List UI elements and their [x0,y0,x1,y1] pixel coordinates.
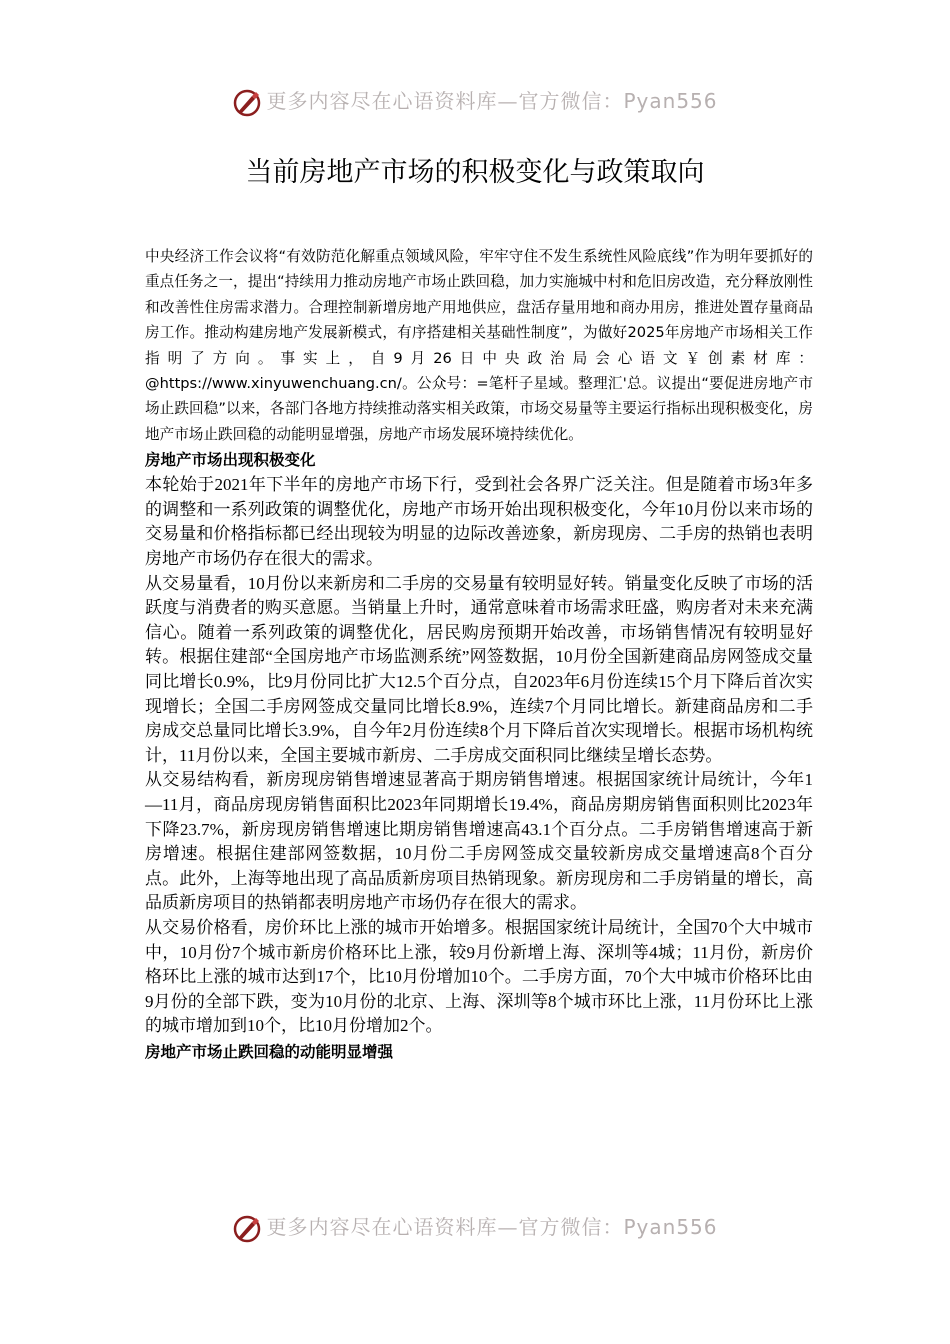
body-paragraph: 从交易结构看，新房现房销售增速显著高于期房销售增速。根据国家统计局统计，今年1—11月，商品房现房销售面积比2023年同期增长19.4%，商品房期房销售面积则比2023年下降23.7%，新房现房销售增速比期房销售增速高43.1个百分点。二手房销售增速高于新房增速。根据住建部网签数据，10月份二手房网签成交量较新房成交量增速高8个百分点。此外，上海等地出现了高品质新房项目热销现象。新房现房和二手房销量的增长，高品质新房项目的热销都表明房地产市场仍存在很大的需求。 [145,770,813,913]
pen-logo-icon [232,88,262,118]
section-heading: 房地产市场止跌回稳的动能明显增强 [145,1042,394,1061]
watermark-wechat-id: Pyan556 [623,1215,718,1239]
body-paragraph: 从交易价格看，房价环比上涨的城市开始增多。根据国家统计局统计，全国70个大中城市中，10月份7个城市新房价格环比上涨，较9月份新增上海、深圳等4城；11月份，新房价格环比上涨的城市达到17个，比10月份增加10个。二手房方面，70个大中城市价格环比由9月份的全部下跌，变为10月份的北京、上海、深圳等8个城市环比上涨，11月份环比上涨的城市增加到10个，比10月份增加2个。 [145,917,813,1036]
body-paragraph: 本轮始于2021年下半年的房地产市场下行，受到社会各界广泛关注。但是随着市场3年多的调整和一系列政策的调整优化，房地产市场开始出现积极变化，今年10月份以来市场的交易量和价格指标都已经出现较为明显的边际改善迹象，新房现房、二手房的热销也表明房地产市场仍存在很大的需求。 [145,475,813,569]
watermark-text: 更多内容尽在心语资料库—官方微信： [266,1215,624,1239]
watermark-wechat-id: Pyan556 [623,89,718,113]
page-title: 当前房地产市场的积极变化与政策取向 [245,157,705,188]
pen-logo-icon [232,1214,262,1244]
article-body [145,244,813,1065]
intro-paragraph: 中央经济工作会议将“有效防范化解重点领域风险，牢牢守住不发生系统性风险底线”作为明年要抓好的重点任务之一，提出“持续用力推动房地产市场止跌回稳，加力实施城中村和危旧房改造，充分释放刚性和改善性住房需求潜力。合理控制新增房地产用地供应，盘活存量用地和商办用房，推进处置存量商品房工作。推动构建房地产发展新模式，有序搭建相关基础性制度”，为做好2025年房地产市场相关工作指明了方向。事实上，自9月26日中央政治局会心语文￥创素材库：@https://www.xinyuwenchuang.cn/。公众号：=笔杆子星域。整理汇'总。议提出“要促进房地产市场止跌回稳”以来，各部门各地方持续推动落实相关政策，市场交易量等主要运行指标出现积极变化，房地产市场止跌回稳的动能明显增强，房地产市场发展环境持续优化。 [145,248,813,443]
watermark-text: 更多内容尽在心语资料库—官方微信： [266,89,624,113]
body-paragraph: 从交易量看，10月份以来新房和二手房的交易量有较明显好转。销量变化反映了市场的活跃度与消费者的购买意愿。当销量上升时，通常意味着市场需求旺盛，购房者对未来充满信心。随着一系列政策的调整优化，居民购房预期开始改善，市场销售情况有较明显好转。根据住建部“全国房地产市场监测系统”网签数据，10月份全国新建商品房网签成交量同比增长0.9%，比9月份同比扩大12.5个百分点，自2023年6月份连续15个月下降后首次实现增长；全国二手房网签成交量同比增长8.9%，连续7个月同比增长。新建商品房和二手房成交总量同比增长3.9%，自今年2月份连续8个月下降后首次实现增长。根据市场机构统计，11月份以来，全国主要城市新房、二手房成交面积同比继续呈增长态势。 [145,573,813,765]
watermark-banner-bottom [0,1211,950,1244]
section-heading: 房地产市场出现积极变化 [145,451,316,470]
watermark-banner-top [0,85,950,118]
